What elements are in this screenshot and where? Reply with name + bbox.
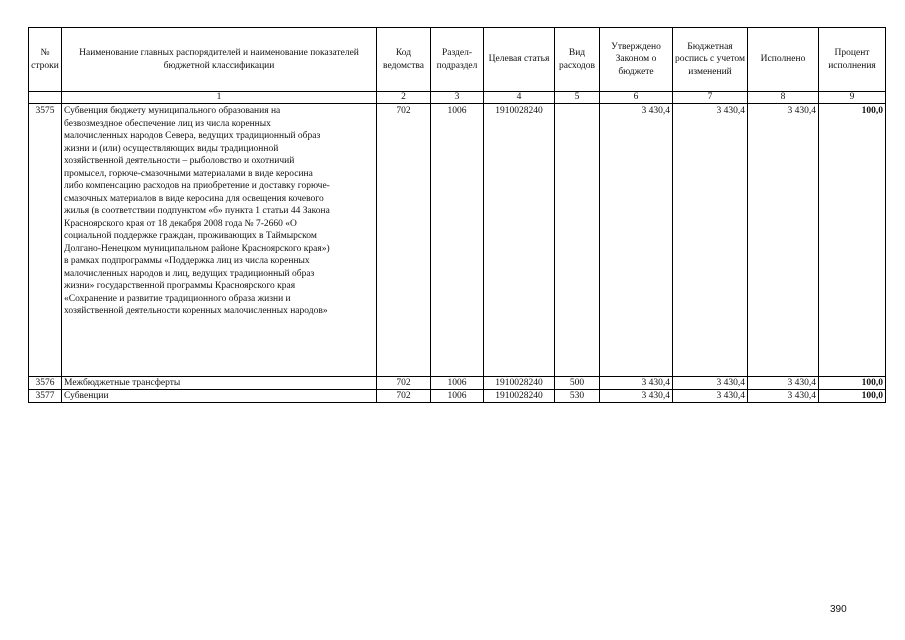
header-row-no: № строки: [29, 28, 62, 92]
column-number: 8: [748, 92, 819, 104]
schedule-amount: 3 430,4: [673, 377, 748, 390]
column-number: 6: [600, 92, 673, 104]
target-code: 1910028240: [484, 104, 555, 377]
header-expense-type: Вид расходов: [555, 28, 600, 92]
table-row: [29, 377, 886, 390]
column-number: 1: [62, 92, 377, 104]
target-code: 1910028240: [484, 377, 555, 390]
executed-amount: 3 430,4: [748, 104, 819, 377]
header-budget-schedule: Бюджетная роспись с учетом изменений: [673, 28, 748, 92]
header-percent: Процент исполнения: [819, 28, 886, 92]
target-code: 1910028240: [484, 390, 555, 403]
row-number: 3575: [29, 104, 62, 377]
column-number: 7: [673, 92, 748, 104]
header-target: Целевая статья: [484, 28, 555, 92]
approved-amount: 3 430,4: [600, 377, 673, 390]
column-number: [29, 92, 62, 104]
executed-amount: 3 430,4: [748, 390, 819, 403]
column-number: 9: [819, 92, 886, 104]
approved-amount: 3 430,4: [600, 390, 673, 403]
column-number: 5: [555, 92, 600, 104]
column-number: 4: [484, 92, 555, 104]
dept-code: 702: [377, 377, 431, 390]
dept-code: 702: [377, 104, 431, 377]
row-number: 3577: [29, 390, 62, 403]
budget-execution-table: [28, 27, 886, 403]
row-name: Субвенции: [62, 390, 377, 403]
row-number: 3576: [29, 377, 62, 390]
execution-percent: 100,0: [819, 104, 886, 377]
section-code: 1006: [431, 377, 484, 390]
header-name: Наименование главных распорядителей и наименование показателей бюджетной классификации: [62, 28, 377, 92]
table-row: [29, 390, 886, 403]
expense-type: [555, 104, 600, 377]
execution-percent: 100,0: [819, 390, 886, 403]
column-number: 2: [377, 92, 431, 104]
expense-type: 500: [555, 377, 600, 390]
table-row: [29, 104, 886, 377]
approved-amount: 3 430,4: [600, 104, 673, 377]
row-name: Субвенция бюджету муниципального образования на безвозмездное обеспечение лиц из числа коренных малочисленных народов Севера, ведущих традиционный образ жизни и (или) осуществляющих виды традиционной хозяйственной деятельности – рыболовство и охотничий промысел, горюче-смазочными материалами в виде керосина либо компенсацию расходов на приобретение и доставку горюче- смазочных материалов в виде керосина для освещения кочевого жилья (в соответствии подпунктом «б» пункта 1 статьи 44 Закона Красноярского края от 18 декабря 2008 года № 7-2660 «О социальной поддержке граждан, проживающих в Таймырском Долгано-Ненецком муниципальном районе Красноярского края») в рамках подпрограммы «Поддержка лиц из числа коренных малочисленных народов и лиц, ведущих традиционный образ жизни» государственной программы Красноярского края «Сохранение и развитие традиционного образа жизни и хозяйственной деятельности коренных малочисленных народов»: [62, 104, 377, 377]
schedule-amount: 3 430,4: [673, 390, 748, 403]
schedule-amount: 3 430,4: [673, 104, 748, 377]
executed-amount: 3 430,4: [748, 377, 819, 390]
header-executed: Исполнено: [748, 28, 819, 92]
column-number: 3: [431, 92, 484, 104]
execution-percent: 100,0: [819, 377, 886, 390]
section-code: 1006: [431, 390, 484, 403]
header-row: [29, 28, 886, 92]
page-number: 390: [830, 604, 847, 615]
dept-code: 702: [377, 390, 431, 403]
section-code: 1006: [431, 104, 484, 377]
row-name: Межбюджетные трансферты: [62, 377, 377, 390]
header-dept-code: Код ведомства: [377, 28, 431, 92]
header-section: Раздел-подраздел: [431, 28, 484, 92]
header-approved: Утверждено Законом о бюджете: [600, 28, 673, 92]
column-number-row: [29, 92, 886, 104]
expense-type: 530: [555, 390, 600, 403]
